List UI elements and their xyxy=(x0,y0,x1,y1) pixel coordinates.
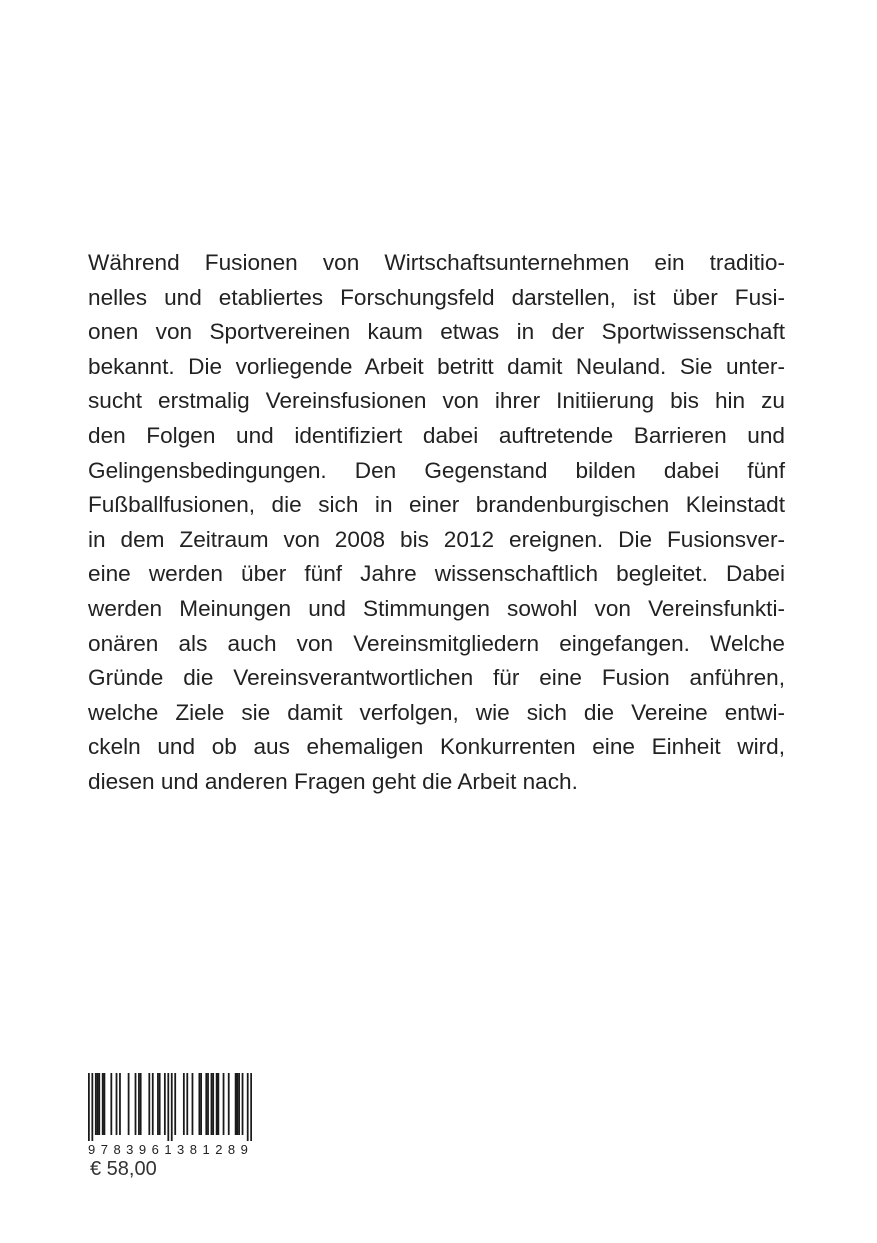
barcode-bar xyxy=(212,1073,214,1135)
blurb-line: Fußballfusionen, die sich in einer brandenburgischen Kleinstadt xyxy=(88,492,785,518)
blurb-line: nelles und etabliertes Forschungsfeld darstellen, ist über Fusi- xyxy=(88,284,785,310)
barcode-bar xyxy=(110,1073,112,1135)
blurb-line: Während Fusionen von Wirtschaftsunternehmen ein traditio- xyxy=(88,250,785,275)
barcode-bar xyxy=(135,1073,137,1135)
barcode-bars xyxy=(88,1073,252,1141)
blurb-line: werden Meinungen und Stimmungen sowohl von Vereinsfunkti- xyxy=(88,595,785,621)
barcode-bar xyxy=(217,1073,219,1135)
isbn-digit: 8 xyxy=(227,1142,236,1157)
blurb-line: bekannt. Die vorliegende Arbeit betritt damit Neuland. Sie unter- xyxy=(88,353,785,379)
barcode-bar xyxy=(152,1073,154,1135)
barcode-bar xyxy=(207,1073,209,1135)
blurb-line: onären als auch von Vereinsmitgliedern eingefangen. Welche xyxy=(88,630,785,656)
barcode-bar xyxy=(186,1073,188,1135)
isbn-digit: 9 xyxy=(240,1142,248,1157)
barcode-bar xyxy=(171,1073,173,1141)
barcode-bar xyxy=(192,1073,194,1135)
barcode-bar xyxy=(128,1073,130,1135)
barcode-bar xyxy=(104,1073,106,1135)
barcode-bar xyxy=(235,1073,237,1135)
isbn-digit: 8 xyxy=(189,1142,197,1157)
barcode-bar xyxy=(157,1073,159,1135)
blurb-line: ckeln und ob aus ehemaligen Konkurrenten eine Einheit wird, xyxy=(88,734,785,760)
isbn-digit: 9 xyxy=(88,1142,96,1157)
blurb-line: Gelingensbedingungen. Den Gegenstand bilden dabei fünf xyxy=(88,457,785,483)
blurb-line: in dem Zeitraum von 2008 bis 2012 ereignen. Die Fusionsver- xyxy=(88,526,785,552)
barcode-bar xyxy=(216,1073,218,1135)
blurb-text xyxy=(88,246,785,800)
barcode-bar xyxy=(140,1073,142,1135)
barcode-bar xyxy=(119,1073,121,1135)
barcode-bar xyxy=(88,1073,90,1141)
blurb-line: diesen und anderen Fragen geht die Arbeit nach. xyxy=(88,768,578,794)
isbn-digit: 3 xyxy=(177,1142,185,1157)
barcode-bar xyxy=(138,1073,140,1135)
blurb-line: eine werden über fünf Jahre wissenschaftlich begleitet. Dabei xyxy=(88,561,785,587)
barcode-bar xyxy=(242,1073,244,1135)
blurb-line: sucht erstmalig Vereinsfusionen von ihrer Initiierung bis hin zu xyxy=(88,388,785,414)
barcode-bar xyxy=(238,1073,240,1135)
barcode-bar xyxy=(95,1073,97,1135)
barcode-bar xyxy=(148,1073,150,1135)
blurb-line: den Folgen und identifiziert dabei auftretende Barrieren und xyxy=(88,422,785,448)
isbn-digit: 9 xyxy=(138,1142,147,1157)
barcode-bar xyxy=(159,1073,161,1135)
blurb-line: welche Ziele sie damit verfolgen, wie sich die Vereine entwi- xyxy=(88,699,785,725)
isbn-digit: 7 xyxy=(100,1142,108,1157)
barcode-bar xyxy=(91,1073,93,1141)
isbn-barcode xyxy=(88,1073,252,1157)
isbn-digit: 2 xyxy=(215,1142,223,1157)
price-label: € 58,00 xyxy=(90,1158,157,1180)
isbn-digit: 1 xyxy=(202,1142,210,1157)
barcode-bar xyxy=(183,1073,185,1135)
blurb-line: Gründe die Vereinsverantwortlichen für eine Fusion anführen, xyxy=(88,665,785,691)
barcode-bar xyxy=(236,1073,238,1135)
barcode-bar xyxy=(223,1073,225,1135)
barcode-bar xyxy=(167,1073,169,1141)
barcode-bar xyxy=(164,1073,166,1135)
barcode-bar xyxy=(97,1073,99,1135)
isbn-digit: 8 xyxy=(113,1142,121,1157)
barcode-bar xyxy=(116,1073,118,1135)
barcode-bar xyxy=(211,1073,213,1135)
barcode-bar xyxy=(228,1073,230,1135)
barcode-bar xyxy=(198,1073,200,1135)
barcode-bar xyxy=(200,1073,202,1135)
barcode-bar xyxy=(98,1073,100,1135)
barcode-bar xyxy=(102,1073,104,1135)
barcode-bar xyxy=(247,1073,249,1141)
isbn-digit: 6 xyxy=(151,1142,159,1157)
isbn-digit: 1 xyxy=(164,1142,172,1157)
isbn-digit: 3 xyxy=(126,1142,134,1157)
barcode-bar xyxy=(174,1073,176,1135)
blurb-line: onen von Sportvereinen kaum etwas in der Sportwissenschaft xyxy=(88,319,785,345)
isbn-digits xyxy=(88,1142,248,1157)
barcode-bar xyxy=(250,1073,252,1141)
barcode-bar xyxy=(205,1073,207,1135)
